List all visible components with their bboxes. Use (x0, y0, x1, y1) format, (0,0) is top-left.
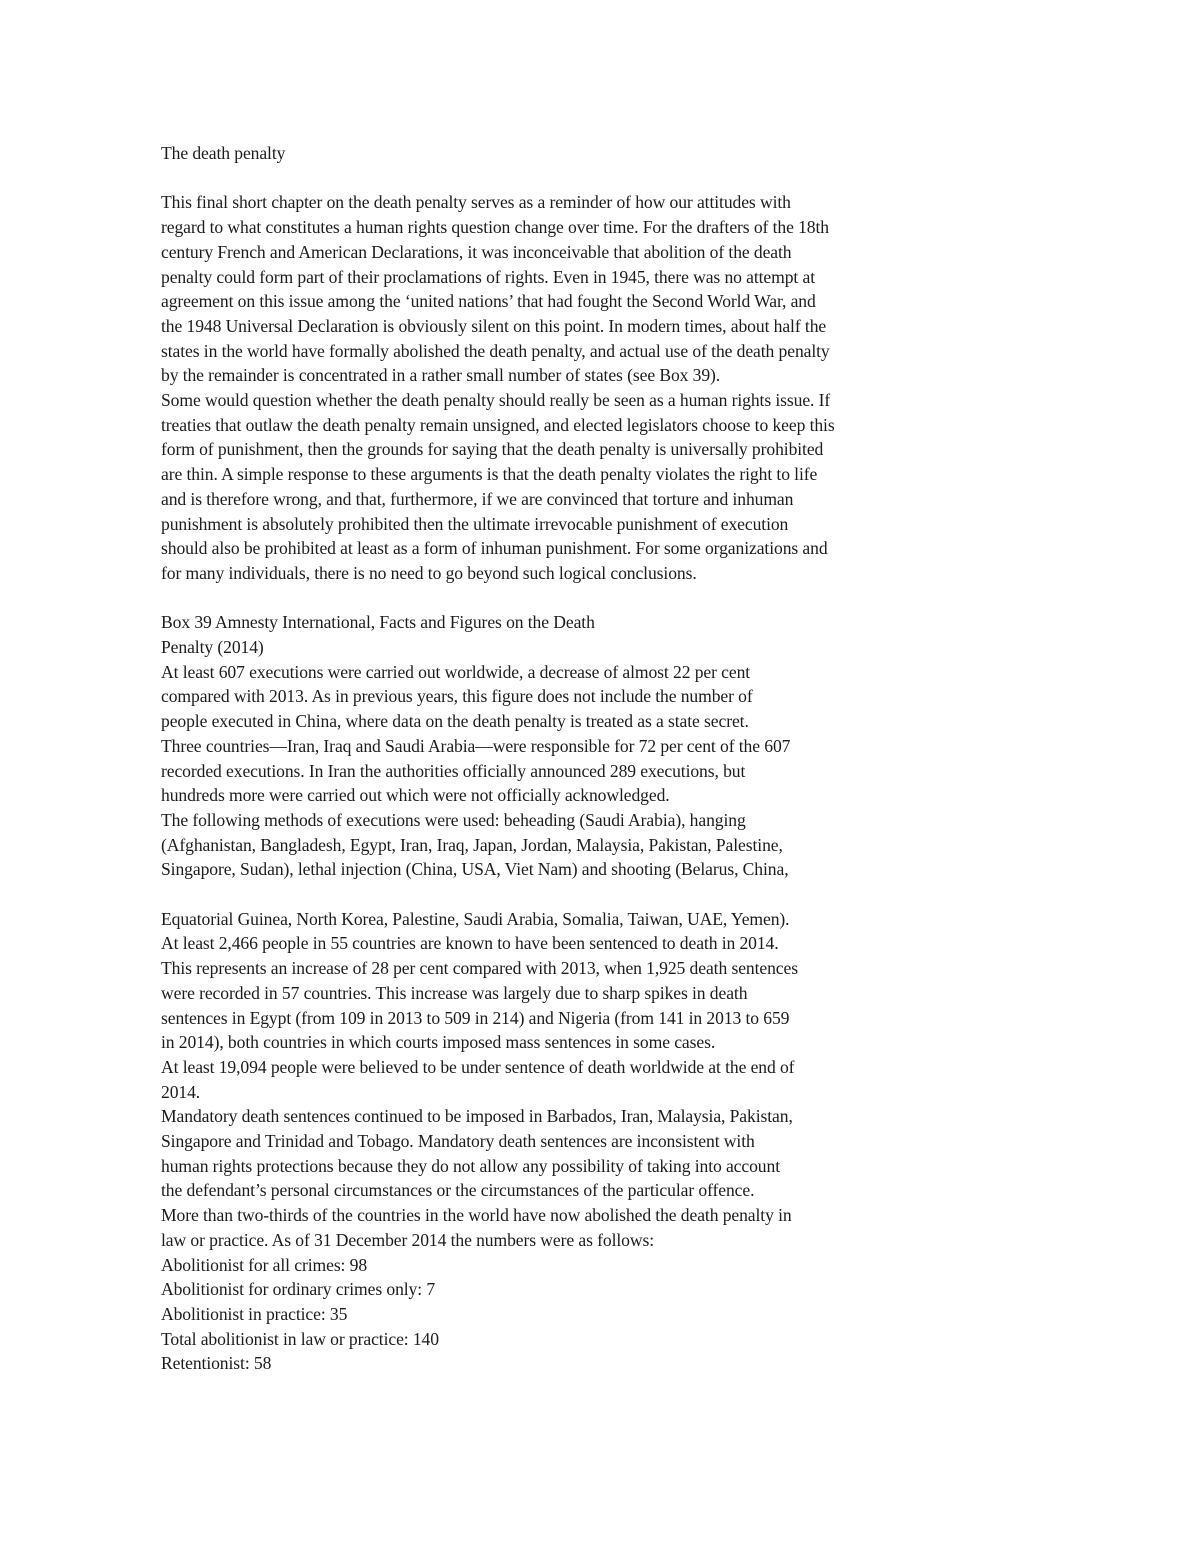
intro-line: by the remainder is concentrated in a rather small number of states (see Box 39). (161, 365, 721, 386)
box-line: recorded executions. In Iran the authorities officially announced 289 executions, but (161, 760, 746, 781)
intro-line: Some would question whether the death penalty should really be seen as a human rights issue. If (161, 390, 831, 411)
box-line: people executed in China, where data on the death penalty is treated as a state secret. (161, 711, 749, 732)
intro-line: treaties that outlaw the death penalty remain unsigned, and elected legislators choose to keep this (161, 414, 835, 435)
intro-line: should also be prohibited at least as a form of inhuman punishment. For some organizations and (161, 538, 828, 559)
box-line: Mandatory death sentences continued to be imposed in Barbados, Iran, Malaysia, Pakistan, (161, 1106, 793, 1127)
stat-line: Abolitionist for all crimes: 98 (161, 1254, 368, 1275)
intro-line: states in the world have formally abolished the death penalty, and actual use of the death penalty (161, 340, 830, 361)
box-line: 2014. (161, 1081, 201, 1102)
blank-line (161, 882, 961, 907)
document-page (161, 141, 961, 1376)
box-line: in 2014), both countries in which courts imposed mass sentences in some cases. (161, 1032, 716, 1053)
box-line: the defendant’s personal circumstances or the circumstances of the particular offence. (161, 1180, 755, 1201)
intro-line: This final short chapter on the death penalty serves as a reminder of how our attitudes with (161, 192, 791, 213)
intro-line: and is therefore wrong, and that, furthermore, if we are convinced that torture and inhuman (161, 488, 794, 509)
box-line: law or practice. As of 31 December 2014 the numbers were as follows: (161, 1229, 654, 1250)
box-line: hundreds more were carried out which were not officially acknowledged. (161, 785, 670, 806)
box-line: More than two-thirds of the countries in the world have now abolished the death penalty in (161, 1205, 792, 1226)
box-line: Three countries—Iran, Iraq and Saudi Arabia—were responsible for 72 per cent of the 607 (161, 735, 791, 756)
stat-line: Retentionist: 58 (161, 1353, 272, 1374)
intro-line: regard to what constitutes a human rights question change over time. For the drafters of the 18th (161, 217, 829, 238)
intro-line: penalty could form part of their proclamations of rights. Even in 1945, there was no attempt at (161, 266, 815, 287)
box-line: Singapore, Sudan), lethal injection (China, USA, Viet Nam) and shooting (Belarus, China, (161, 859, 789, 880)
intro-line: form of punishment, then the grounds for saying that the death penalty is universally prohibited (161, 439, 824, 460)
stat-line: Total abolitionist in law or practice: 140 (161, 1328, 439, 1349)
page-title: The death penalty (161, 143, 286, 163)
box-line: (Afghanistan, Bangladesh, Egypt, Iran, Iraq, Japan, Jordan, Malaysia, Pakistan, Palestine, (161, 834, 783, 855)
box-heading: Box 39 Amnesty International, Facts and Figures on the Death (161, 612, 595, 633)
intro-line: agreement on this issue among the ‘united nations’ that had fought the Second World War, and (161, 291, 816, 312)
box-line: Equatorial Guinea, North Korea, Palestine, Saudi Arabia, Somalia, Taiwan, UAE, Yemen). (161, 908, 790, 929)
box-line: human rights protections because they do not allow any possibility of taking into account (161, 1155, 780, 1176)
box-line: The following methods of executions were used: beheading (Saudi Arabia), hanging (161, 809, 746, 830)
box-line: At least 607 executions were carried out worldwide, a decrease of almost 22 per cent (161, 661, 751, 682)
box-line: were recorded in 57 countries. This increase was largely due to sharp spikes in death (161, 982, 748, 1003)
intro-line: punishment is absolutely prohibited then the ultimate irrevocable punishment of execution (161, 513, 789, 534)
box-line: At least 19,094 people were believed to be under sentence of death worldwide at the end of (161, 1056, 795, 1077)
intro-section (161, 190, 961, 585)
box-line: sentences in Egypt (from 109 in 2013 to 509 in 214) and Nigeria (from 141 in 2013 to 659 (161, 1007, 790, 1028)
box-heading: Penalty (2014) (161, 637, 264, 658)
box-line: This represents an increase of 28 per cent compared with 2013, when 1,925 death sentences (161, 958, 798, 979)
intro-line: the 1948 Universal Declaration is obviously silent on this point. In modern times, about half the (161, 315, 827, 336)
stat-line: Abolitionist in practice: 35 (161, 1304, 348, 1324)
box-line: compared with 2013. As in previous years, this figure does not include the number of (161, 686, 753, 707)
intro-line: are thin. A simple response to these arguments is that the death penalty violates the right to life (161, 464, 818, 485)
intro-line: for many individuals, there is no need to go beyond such logical conclusions. (161, 562, 697, 583)
blank-line (161, 166, 961, 191)
stat-line: Abolitionist for ordinary crimes only: 7 (161, 1279, 436, 1300)
box-39-section (161, 610, 961, 1376)
box-line: At least 2,466 people in 55 countries are known to have been sentenced to death in 2014. (161, 933, 779, 954)
intro-line: century French and American Declarations, it was inconceivable that abolition of the death (161, 241, 792, 262)
blank-line (161, 586, 961, 611)
box-line: Singapore and Trinidad and Tobago. Mandatory death sentences are inconsistent with (161, 1131, 755, 1152)
